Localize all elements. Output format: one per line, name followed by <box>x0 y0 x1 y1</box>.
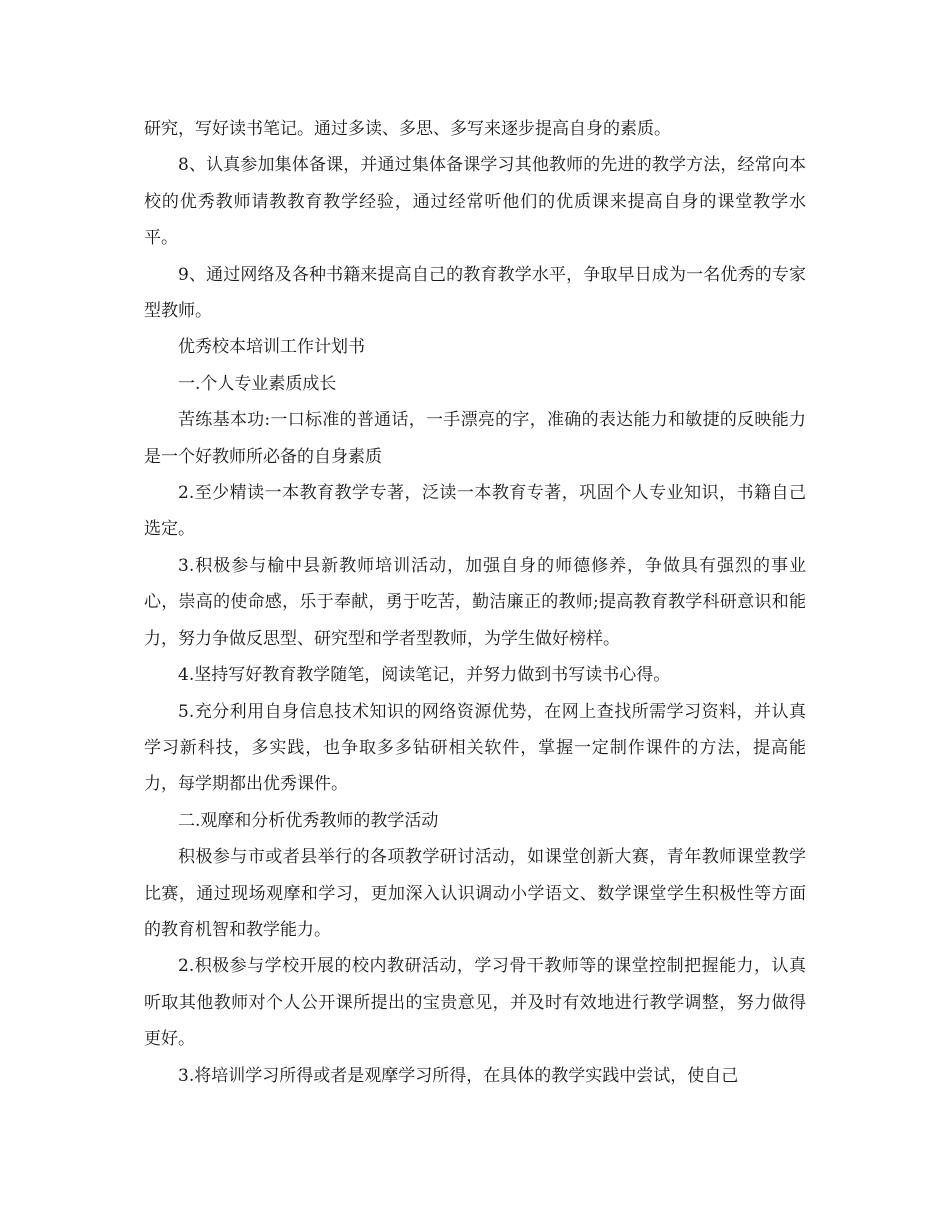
paragraph-2: 8、认真参加集体备课，并通过集体备课学习其他教师的先进的教学方法，经常向本校的优秀教师请教教育教学经验，通过经常听他们的优质课来提高自身的课堂教学水平。 <box>144 155 806 249</box>
paragraph-6: 苦练基本功:一口标准的普通话，一手漂亮的字，准确的表达能力和敏捷的反映能力是一个好教师所必备的自身素质 <box>144 410 806 467</box>
section-heading-1: 一.个人专业素质成长 <box>178 373 337 394</box>
section-title: 优秀校本培训工作计划书 <box>178 337 365 358</box>
section-heading-2: 二.观摩和分析优秀教师的教学活动 <box>178 810 439 831</box>
paragraph-7: 2.至少精读一本教育教学专著，泛读一本教育专著，巩固个人专业知识，书籍自己选定。 <box>144 483 806 540</box>
paragraph-9: 4.坚持写好教育教学随笔，阅读笔记，并努力做到书写读书心得。 <box>178 665 671 686</box>
paragraph-8: 3.积极参与榆中县新教师培训活动，加强自身的师德修养，争做具有强烈的事业心，崇高的使命感，乐于奉献，勇于吃苦，勤洁廉正的教师;提高教育教学科研意识和能力，努力争做反思型、研究型和学者型教师，为学生做好榜样。 <box>144 555 806 649</box>
paragraph-3: 9、通过网络及各种书籍来提高自己的教育教学水平，争取早日成为一名优秀的专家型教师。 <box>144 264 806 322</box>
paragraph-14: 3.将培训学习所得或者是观摩学习所得，在具体的教学实践中尝试，使自己 <box>178 1065 739 1086</box>
paragraph-13: 2.积极参与学校开展的校内教研活动，学习骨干教师等的课堂控制把握能力，认真听取其他教师对个人公开课所提出的宝贵意见，并及时有效地进行教学调整，努力做得更好。 <box>144 956 806 1050</box>
paragraph-12: 积极参与市或者县举行的各项教学研讨活动，如课堂创新大赛，青年教师课堂教学比赛，通过现场观摩和学习，更加深入认识调动小学语文、数学课堂学生积极性等方面的教育机智和教学能力。 <box>144 847 806 940</box>
paragraph-10: 5.充分利用自身信息技术知识的网络资源优势，在网上查找所需学习资料，并认真学习新科技，多实践，也争取多多钻研相关软件，掌握一定制作课件的方法，提高能力，每学期都出优秀课件。 <box>144 701 806 795</box>
paragraph-1: 研究，写好读书笔记。通过多读、多思、多写来逐步提高自身的素质。 <box>144 119 671 139</box>
document-body <box>144 111 806 1094</box>
